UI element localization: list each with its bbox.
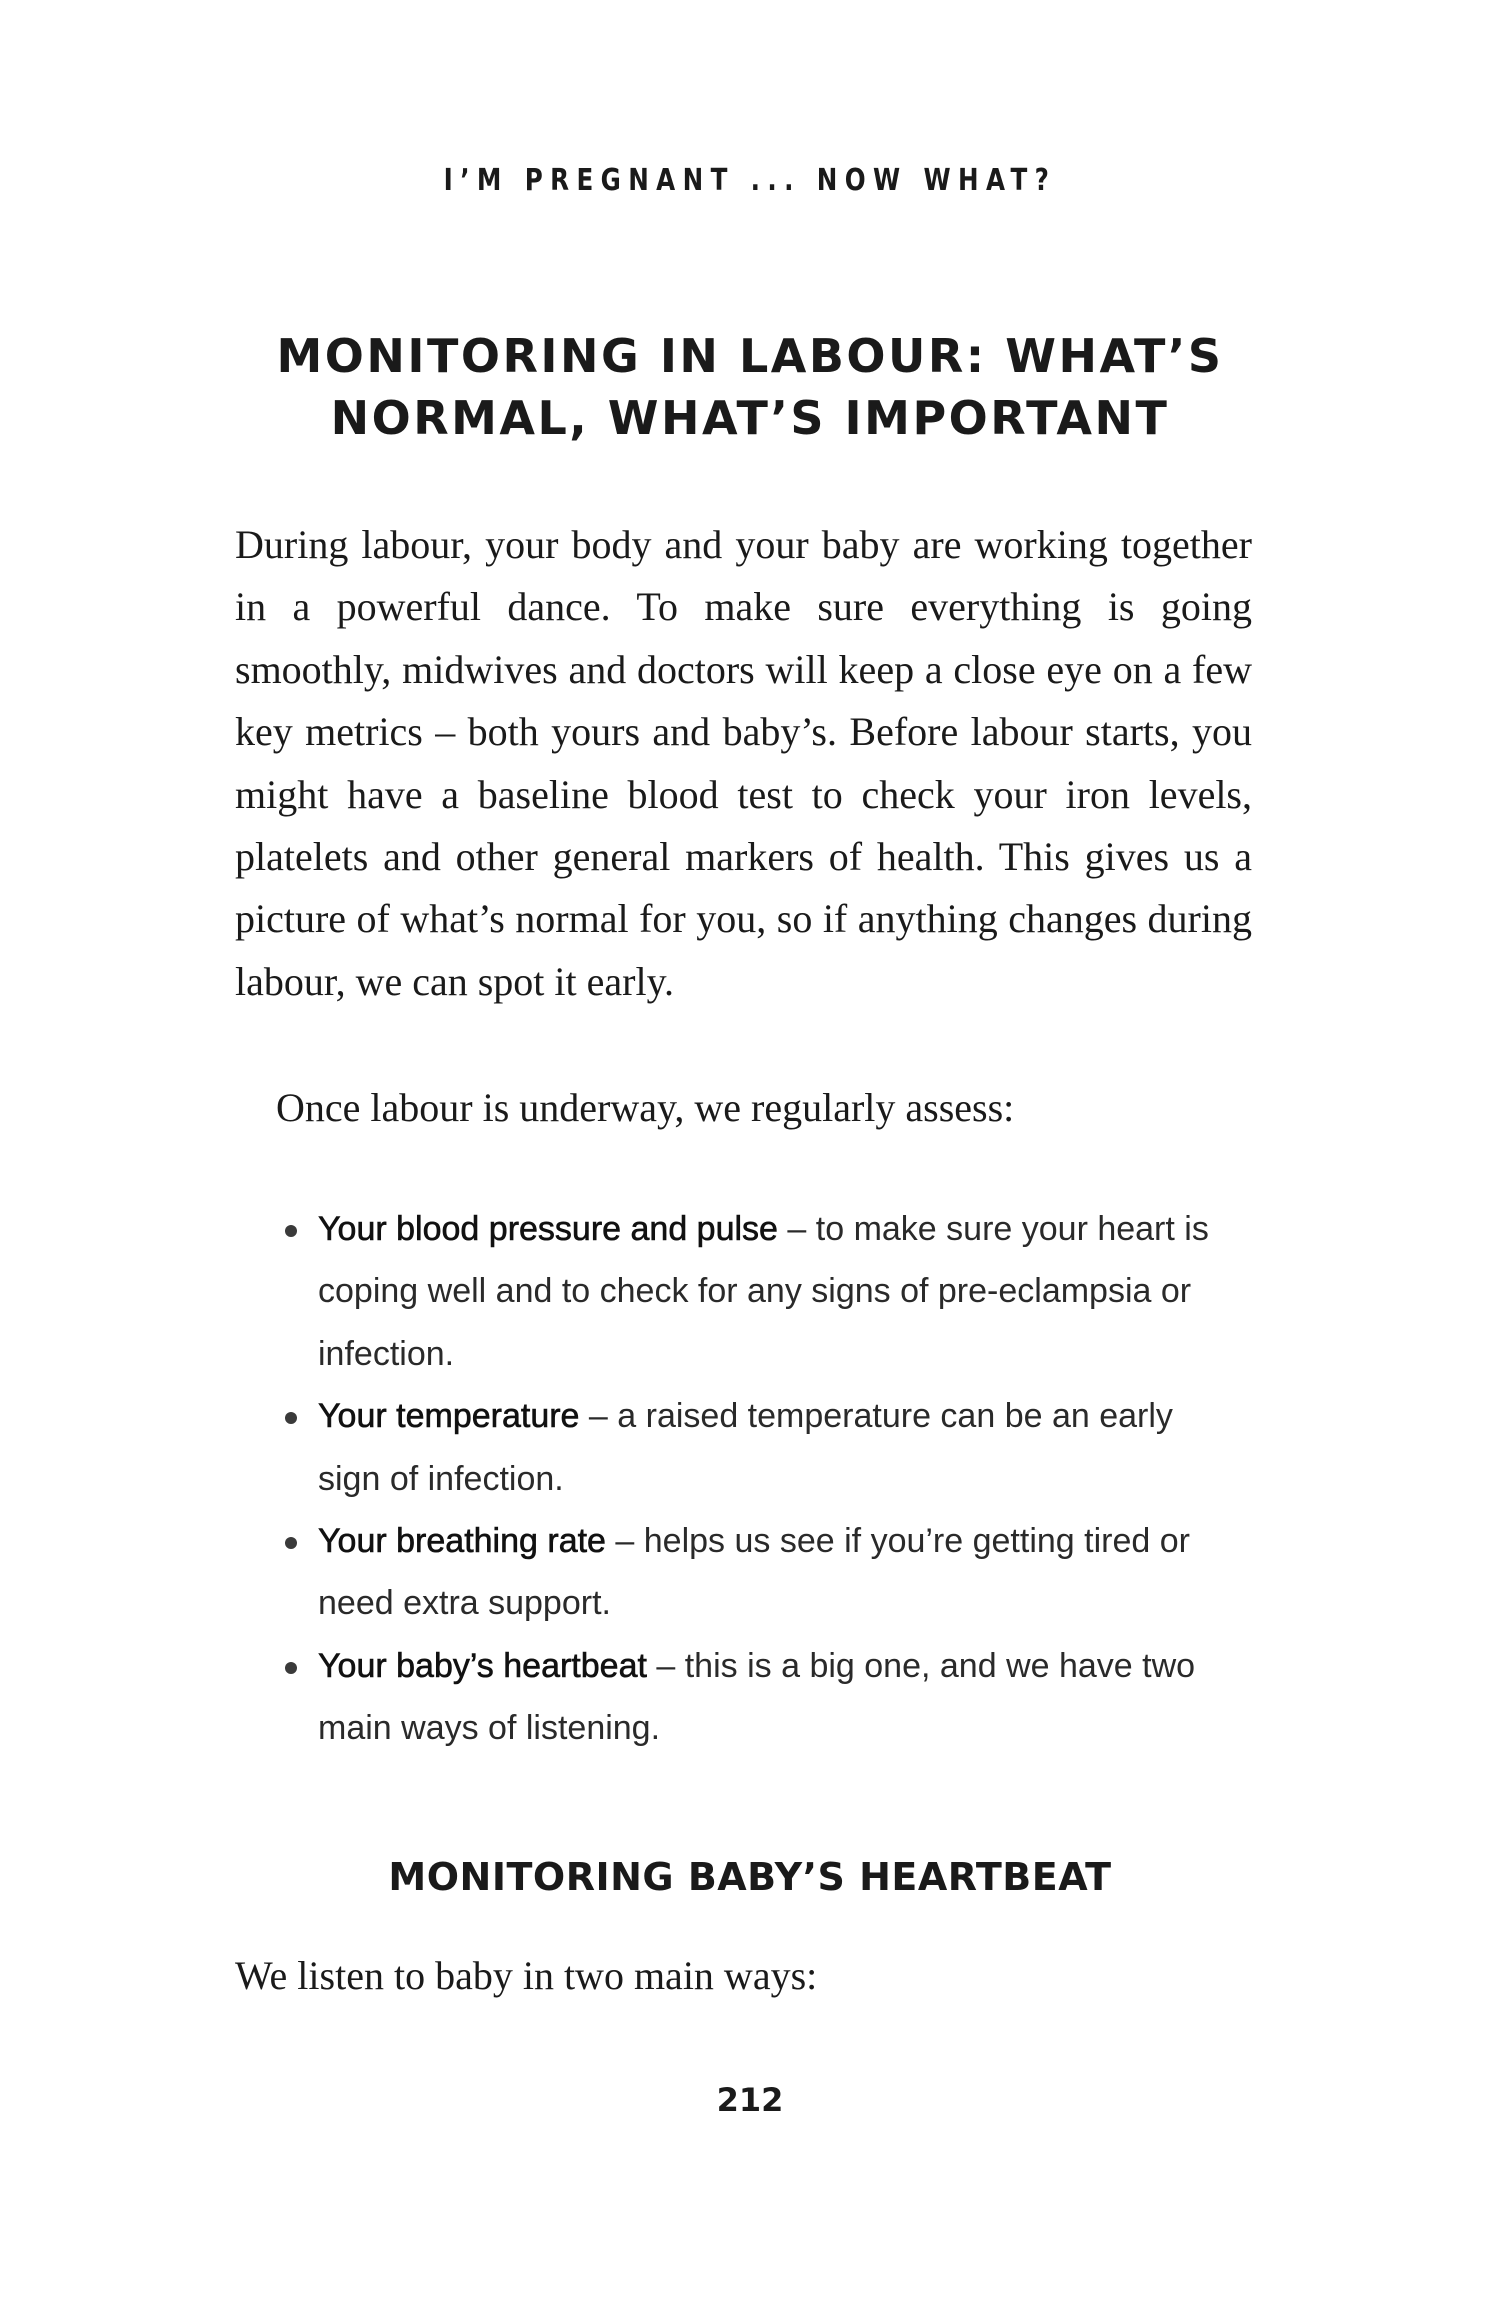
page-number: 212 [716,2081,784,2119]
list-item-term: Your temperature [318,1397,580,1436]
list-item [276,1385,1216,1510]
intro-paragraph: During labour, your body and your baby are working together in a powerful dance. To make sure everything is going smoothly, midwives and doctors will keep a close eye on a few key metrics – both yours and baby’s. Before labour starts, you might have a baseline blood test to check your iron levels, platelets and other general markers of health. This gives us a picture of what’s normal for you, so if anything changes during labour, we can spot it early. [235,522,1252,1004]
chapter-title-line-1: MONITORING IN LABOUR: WHAT’S [276,329,1224,383]
chapter-title [0,325,1500,449]
list-item-text: – a raised temperature can be an early sign of infection. [318,1397,1173,1498]
bullet-icon [285,1662,297,1674]
list-item-term: Your baby’s heartbeat [318,1646,647,1685]
chapter-title-line-2: NORMAL, WHAT’S IMPORTANT [330,391,1170,445]
list-item [276,1510,1216,1635]
section-heading: MONITORING BABY’S HEARTBEAT [388,1855,1112,1899]
bullet-icon [285,1537,297,1549]
listen-paragraph: We listen to baby in two main ways: [235,1953,818,1998]
assess-paragraph: Once labour is underway, we regularly assess: [276,1085,1015,1130]
vital-signs-list [276,1198,1216,1760]
list-item [276,1635,1216,1760]
list-item [276,1198,1216,1385]
list-item-text: – to make sure your heart is coping well and to check for any signs of pre-eclampsia or infection. [318,1210,1209,1373]
bullet-icon [285,1225,297,1237]
bullet-icon [285,1412,297,1424]
list-item-text: – helps us see if you’re getting tired or need extra support. [318,1522,1190,1623]
running-header: I’M PREGNANT ... NOW WHAT? [443,163,1057,198]
list-item-text: – this is a big one, and we have two main ways of listening. [318,1646,1196,1748]
list-item-term: Your blood pressure and pulse [318,1210,778,1248]
list-item-term: Your breathing rate [318,1522,606,1561]
